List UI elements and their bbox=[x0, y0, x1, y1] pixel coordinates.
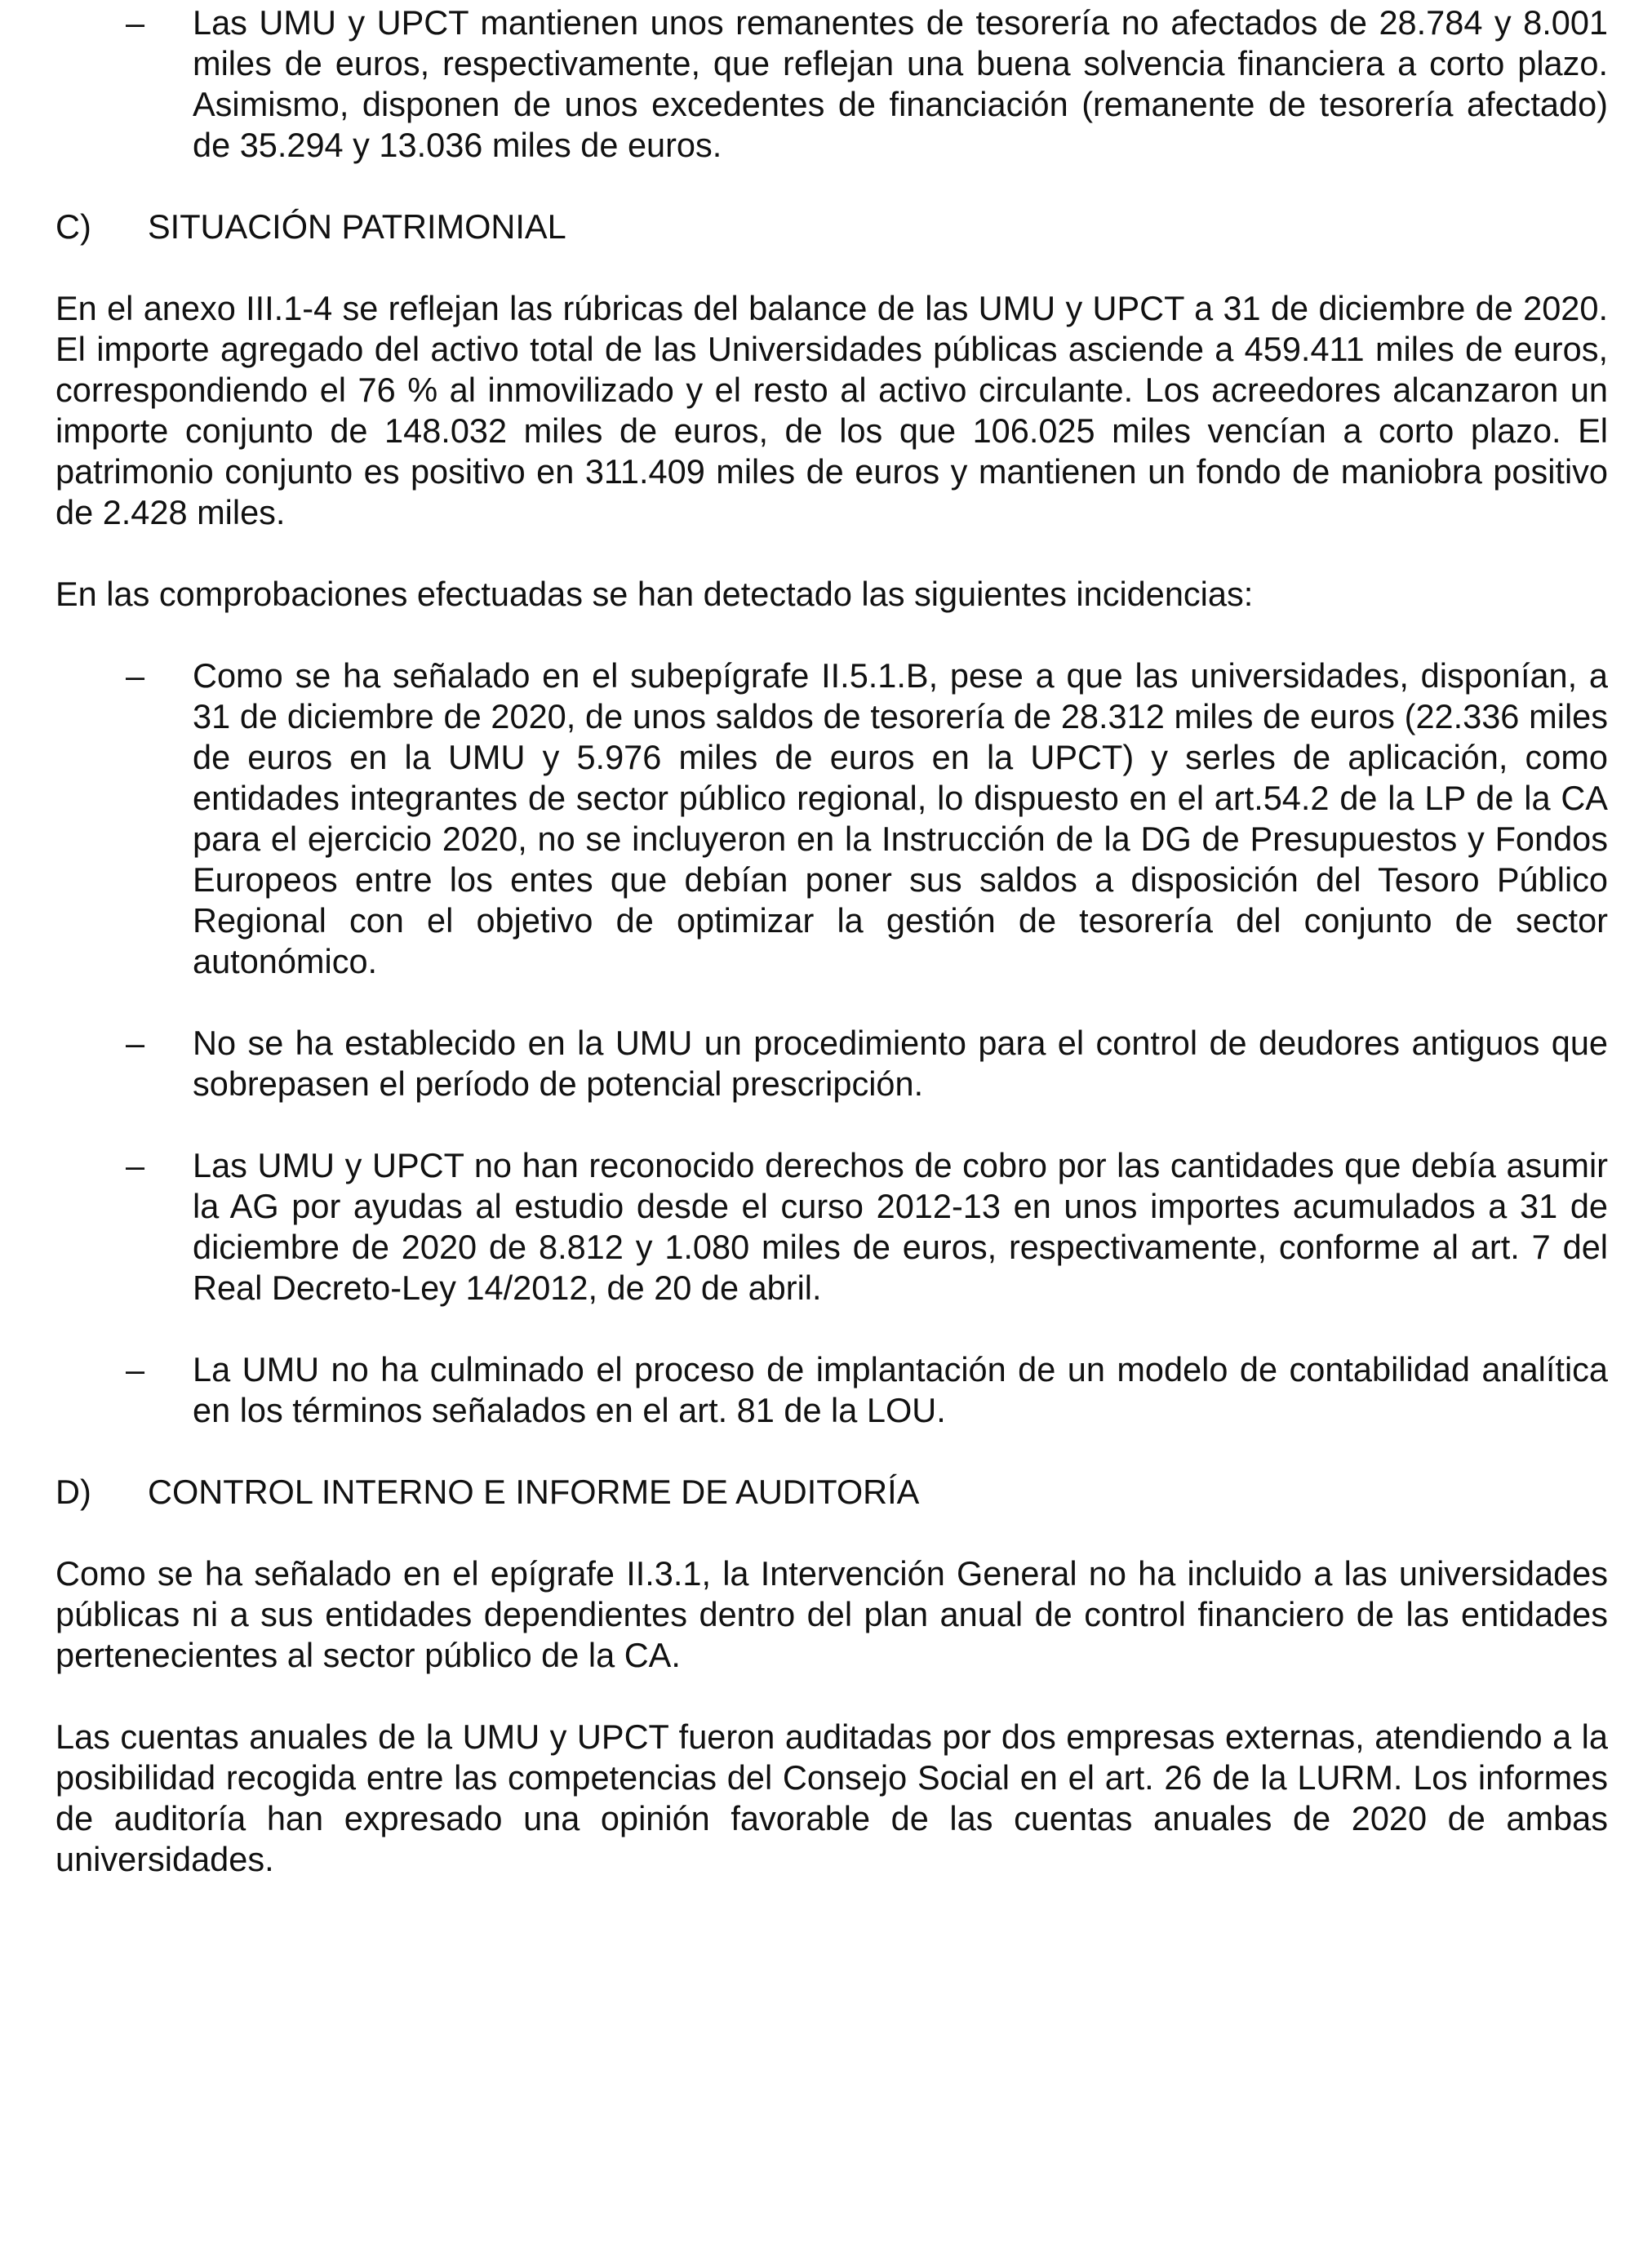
bullet-text: No se ha establecido en la UMU un procedimiento para el control de deudores antiguos que sobrepasen el período de potencial prescripción. bbox=[193, 1024, 1608, 1103]
bullet-dash: – bbox=[126, 656, 145, 695]
list-item bbox=[56, 1349, 1608, 1431]
section-d-paragraph-2: Las cuentas anuales de la UMU y UPCT fueron auditadas por dos empresas externas, atendiendo a la posibilidad recogida entre las competencias del Consejo Social en el art. 26 de la LURM. Los informes de auditoría han expresado una opinión favorable de las cuentas anuales de 2020 de ambas universidades. bbox=[56, 1717, 1608, 1878]
bullet-dash: – bbox=[126, 1146, 145, 1184]
section-c-letter: C) bbox=[56, 207, 91, 246]
section-d-title: CONTROL INTERNO E INFORME DE AUDITORÍA bbox=[148, 1473, 920, 1511]
bullet-text: Las UMU y UPCT no han reconocido derechos de cobro por las cantidades que debía asumir la AG por ayudas al estudio desde el curso 2012-13 en unos importes acumulados a 31 de diciembre de 2020 de 8.812 y 1.080 miles de euros, respectivamente, conforme al art. 7 del Real Decreto-Ley 14/2012, de 20 de abril. bbox=[193, 1146, 1608, 1307]
section-d-heading bbox=[56, 1472, 1608, 1513]
document-page bbox=[56, 0, 1608, 1880]
section-d-letter: D) bbox=[56, 1473, 91, 1511]
list-item bbox=[56, 1145, 1608, 1309]
section-c-title: SITUACIÓN PATRIMONIAL bbox=[148, 207, 566, 246]
bullet-dash: – bbox=[126, 1024, 145, 1062]
list-item bbox=[56, 1023, 1608, 1104]
section-c-paragraph-2: En las comprobaciones efectuadas se han detectado las siguientes incidencias: bbox=[56, 575, 1254, 613]
bullet-dash: – bbox=[126, 1350, 145, 1388]
list-item bbox=[56, 2, 1608, 166]
list-item bbox=[56, 655, 1608, 982]
bullet-text: Las UMU y UPCT mantienen unos remanentes de tesorería no afectados de 28.784 y 8.001 miles de euros, respectivamente, que reflejan una buena solvencia financiera a corto plazo. Asimismo, disponen de unos excedentes de financiación (remanente de tesorería afectado) de 35.294 y 13.036 miles de euros. bbox=[193, 3, 1608, 164]
section-c-paragraph-1: En el anexo III.1-4 se reflejan las rúbricas del balance de las UMU y UPCT a 31 de diciembre de 2020. El importe agregado del activo total de las Universidades públicas asciende a 459.411 miles de euros, correspondiendo el 76 % al inmovilizado y el resto al activo circulante. Los acreedores alcanzaron un importe conjunto de 148.032 miles de euros, de los que 106.025 miles vencían a corto plazo. El patrimonio conjunto es positivo en 311.409 miles de euros y mantienen un fondo de maniobra positivo de 2.428 miles. bbox=[56, 289, 1608, 531]
section-c-heading bbox=[56, 207, 1608, 247]
section-d-paragraph-1: Como se ha señalado en el epígrafe II.3.1, la Intervención General no ha incluido a las universidades públicas ni a sus entidades dependientes dentro del plan anual de control financiero de las entidades pertenecientes al sector público de la CA. bbox=[56, 1554, 1608, 1674]
bullet-text: La UMU no ha culminado el proceso de implantación de un modelo de contabilidad analítica en los términos señalados en el art. 81 de la LOU. bbox=[193, 1350, 1608, 1429]
bullet-text: Como se ha señalado en el subepígrafe II.5.1.B, pese a que las universidades, disponían, a 31 de diciembre de 2020, de unos saldos de tesorería de 28.312 miles de euros (22.336 miles de euros en la UMU y 5.976 miles de euros en la UPCT) y serles de aplicación, como entidades integrantes de sector público regional, lo dispuesto en el art.54.2 de la LP de la CA para el ejercicio 2020, no se incluyeron en la Instrucción de la DG de Presupuestos y Fondos Europeos entre los entes que debían poner sus saldos a disposición del Tesoro Público Regional con el objetivo de optimizar la gestión de tesorería del conjunto de sector autonómico. bbox=[193, 656, 1608, 980]
bullet-dash: – bbox=[126, 3, 145, 42]
